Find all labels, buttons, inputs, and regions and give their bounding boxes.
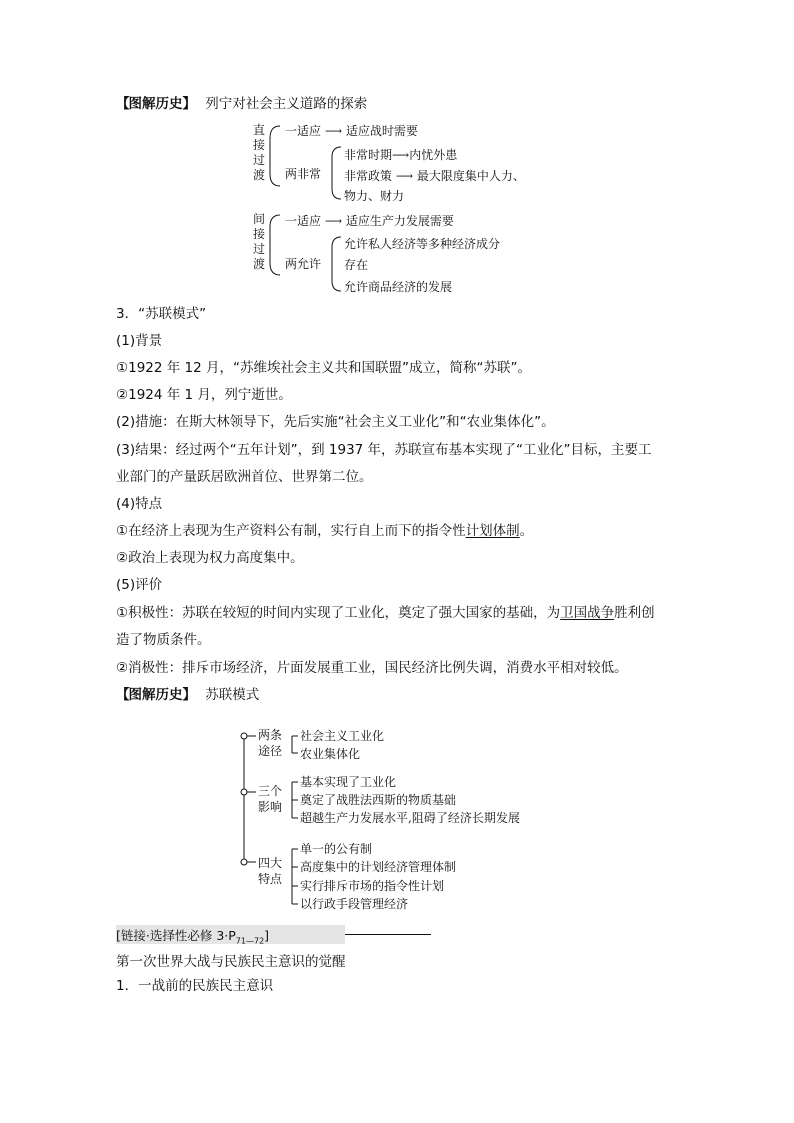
para-positive-2: 造了物质条件。	[116, 632, 211, 648]
para-features: (4)特点	[116, 496, 163, 512]
zhijie-liangfeichang: 两非常	[285, 167, 322, 181]
para-1922: ①1922 年 12 月，“苏维埃社会主义共和国联盟”成立，简称“苏联”。	[116, 360, 531, 376]
heading-tag: 图解历史	[128, 687, 183, 703]
section-heading-soviet-model	[116, 685, 259, 705]
section4-sub: 1．一战前的民族民主意识	[116, 978, 274, 994]
brace-feichang	[330, 147, 344, 199]
para-negative: ②消极性：排斥市场经济，片面发展重工业，国民经济比例失调，消费水平相对较低。	[116, 660, 628, 676]
section3-heading: 3．“苏联模式”	[116, 306, 207, 322]
g1-item-2: 农业集体化	[300, 747, 361, 761]
yx-item-2: 允许商品经济的发展	[344, 280, 453, 294]
link-box	[116, 925, 345, 944]
g3-item-1: 单一的公有制	[300, 842, 373, 856]
g2-item-1: 基本实现了工业化	[300, 775, 397, 789]
yx-item-1-cont: 存在	[344, 258, 369, 272]
g3-item-4: 以行政手段管理经济	[300, 897, 409, 911]
label-jianjie-guodu: 间 接 过 渡	[252, 212, 265, 271]
jianjie-yishiying: 一适应 ⟶ 适应生产力发展需要	[285, 214, 454, 228]
heading-bracket-right: 】	[182, 687, 195, 703]
arrow-icon: ⟶	[324, 214, 343, 228]
link-rule	[345, 934, 431, 935]
heading-bracket-right: 】	[182, 96, 195, 112]
para-results-1: (3)结果：经过两个“五年计划”，到 1937 年，苏联宣布基本实现了“工业化”目标，主要工	[116, 442, 652, 458]
heading-title: 列宁对社会主义道路的探索	[205, 96, 368, 112]
brace-zhijie	[268, 126, 284, 186]
g3-label: 四大 特点	[258, 856, 283, 886]
g1-label: 两条 途径	[258, 728, 283, 758]
arrow-icon: ⟶	[392, 169, 417, 183]
heading-title: 苏联模式	[205, 687, 260, 703]
para-evaluation: (5)评价	[116, 577, 163, 593]
g2-item-2: 奠定了战胜法西斯的物质基础	[300, 793, 457, 807]
para-economy: ①在经济上表现为生产资料公有制，实行自上而下的指令性计划体制。	[116, 523, 534, 539]
section4-heading: 第一次世界大战与民族民主意识的觉醒	[116, 954, 346, 970]
jianjie-liangyunxu: 两允许	[285, 257, 322, 271]
arrow-icon: ⟶	[392, 148, 410, 162]
zhijie-yishiying: 一适应 ⟶ 适应战时需要	[285, 124, 418, 138]
g2-label: 三个 影响	[258, 784, 283, 814]
yx-item-1: 允许私人经济等多种经济成分	[344, 237, 501, 251]
g1-item-1: 社会主义工业化	[300, 729, 385, 743]
g3-item-3: 实行排斥市场的指令性计划	[300, 879, 445, 893]
fc-item-2: 非常政策 ⟶ 最大限度集中人力、	[344, 169, 525, 183]
brace-yunxu	[330, 237, 344, 291]
brace-jianjie	[268, 215, 284, 275]
g3-item-2: 高度集中的计划经济管理体制	[300, 860, 457, 874]
g2-item-3: 超越生产力发展水平,阻碍了经济长期发展	[300, 811, 520, 825]
para-measures: (2)措施：在斯大林领导下，先后实施“社会主义工业化”和“农业集体化”。	[116, 414, 555, 430]
heading-tag: 图解历史	[128, 96, 183, 112]
para-background: (1)背景	[116, 333, 163, 349]
heading-bracket-left: 【	[116, 687, 129, 703]
para-positive-1: ①积极性：苏联在较短的时间内实现了工业化，奠定了强大国家的基础，为卫国战争胜利创	[116, 605, 655, 621]
para-results-2: 业部门的产量跃居欧洲首位、世界第二位。	[116, 469, 373, 485]
link-text: [链接·选择性必修 $3\cdot P_{71—72}$]	[116, 928, 270, 946]
para-1924: ②1924 年 1 月，列宁逝世。	[116, 387, 292, 403]
label-zhijie-guodu: 直 接 过 渡	[252, 123, 265, 182]
fc-item-2-cont: 物力、财力	[344, 189, 405, 203]
fc-item-1: 非常时期⟶内忧外患	[344, 148, 458, 162]
para-politics: ②政治上表现为权力高度集中。	[116, 550, 304, 566]
section-heading-lenin	[116, 94, 367, 114]
arrow-icon: ⟶	[324, 124, 346, 138]
heading-bracket-left: 【	[116, 96, 129, 112]
